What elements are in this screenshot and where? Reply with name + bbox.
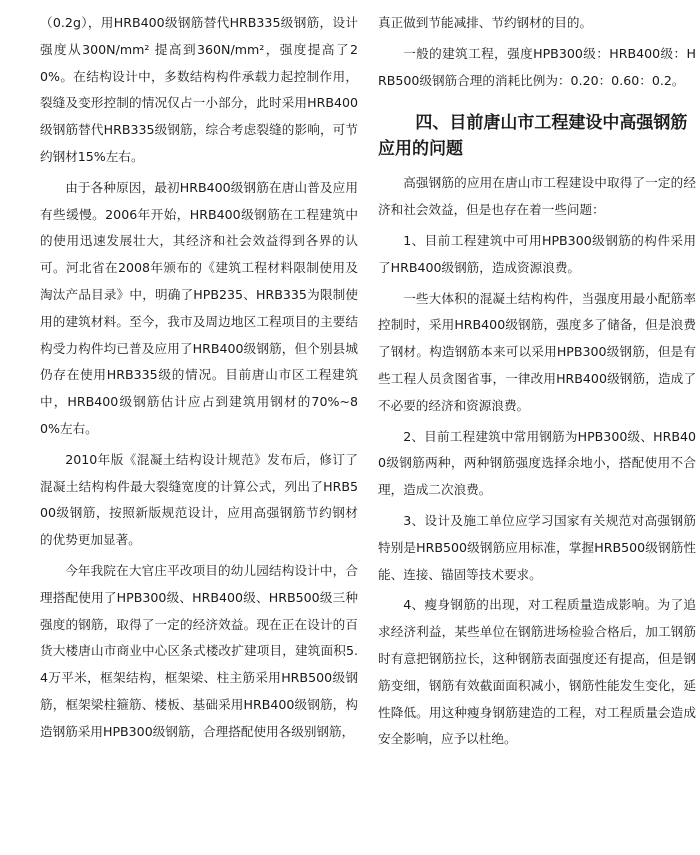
paragraph: 一般的建筑工程，强度HPB300级：HRB400级：HRB500级钢筋合理的消耗比例为：0.20：0.60：0.2。: [378, 45, 696, 88]
paragraph-continued: 真正做到节能减排、节约钢材的目的。: [378, 15, 593, 30]
paragraph-continued: （0.2g），用HRB400级钢筋替代HRB335级钢筋，设计强度从300N/mm² 提高到360N/mm²，强度提高了20%。在结构设计中，多数结构构件承载力起控制作用，裂缝及变形控制的情况仅占一小部分，此时采用HRB400级钢筋替代HRB335级钢筋，综合考虑裂缝的影响，可节约钢材15%左右。: [40, 15, 358, 164]
left-column: [40, 10, 358, 750]
paragraph: 3、设计及施工单位应学习国家有关规范对高强钢筋特别是HRB500级钢筋应用标准，掌握HRB500级钢筋性能、连接、锚固等技术要求。: [378, 512, 696, 582]
paragraph: 2、目前工程建筑中常用钢筋为HPB300级、HRB400级钢筋两种，两种钢筋强度选择余地小，搭配使用不合理，造成二次浪费。: [378, 428, 696, 498]
paragraph: 4、瘦身钢筋的出现，对工程质量造成影响。为了追求经济利益，某些单位在钢筋进场检验合格后，加工钢筋时有意把钢筋拉长，这种钢筋表面强度还有提高，但是钢筋变细，钢筋有效截面面积减小，钢筋性能发生变化，延性降低。用这种瘦身钢筋建造的工程，对工程质量会造成安全影响，应予以杜绝。: [378, 597, 696, 747]
paragraph: 2010年版《混凝土结构设计规范》发布后，修订了混凝土结构构件最大裂缝宽度的计算公式，列出了HRB500级钢筋，按照新版规范设计，应用高强钢筋节约钢材的优势更加显著。: [40, 451, 358, 548]
right-column: [378, 10, 696, 757]
paragraph: 1、目前工程建筑中可用HPB300级钢筋的构件采用了HRB400级钢筋，造成资源浪费。: [378, 232, 696, 275]
section-heading: 四、目前唐山市工程建设中高强钢筋应用的问题: [378, 113, 688, 160]
paragraph: 一些大体积的混凝土结构构件，当强度用最小配筋率控制时，采用HRB400级钢筋，强度多了储备，但是浪费了钢材。构造钢筋本来可以采用HPB300级钢筋，但是有些工程人员贪图省事，一律改用HRB400级钢筋，造成了不必要的经济和资源浪费。: [378, 290, 696, 413]
paragraph: 今年我院在大官庄平改项目的幼儿园结构设计中，合理搭配使用了HPB300级、HRB400级、HRB500级三种强度的钢筋，取得了一定的经济效益。现在正在设计的百货大楼唐山市商业中心区条式楼改扩建项目，建筑面积5.4万平米，框架结构，框架梁、柱主筋采用HRB500级钢筋，框架梁柱箍筋、楼板、基础采用HRB400级钢筋，构造钢筋采用HPB300级钢筋，合理搭配使用各级别钢筋，: [40, 562, 358, 739]
paragraph: 由于各种原因，最初HRB400级钢筋在唐山普及应用有些缓慢。2006年开始，HRB400级钢筋在工程建筑中的使用迅速发展壮大，其经济和社会效益得到各界的认可。河北省在2008年颁布的《建筑工程材料限制使用及淘汰产品目录》中，明确了HPB235、HRB335为限制使用的建筑材料。至今，我市及周边地区工程项目的主要结构受力构件均已普及应用了HRB400级钢筋，但个别县城仍存在使用HRB335级的情况。目前唐山市区工程建筑中，HRB400级钢筋估计应占到建筑用钢材的70%~80%左右。: [40, 179, 358, 436]
paragraph: 高强钢筋的应用在唐山市工程建设中取得了一定的经济和社会效益，但是也存在着一些问题：: [378, 175, 696, 218]
